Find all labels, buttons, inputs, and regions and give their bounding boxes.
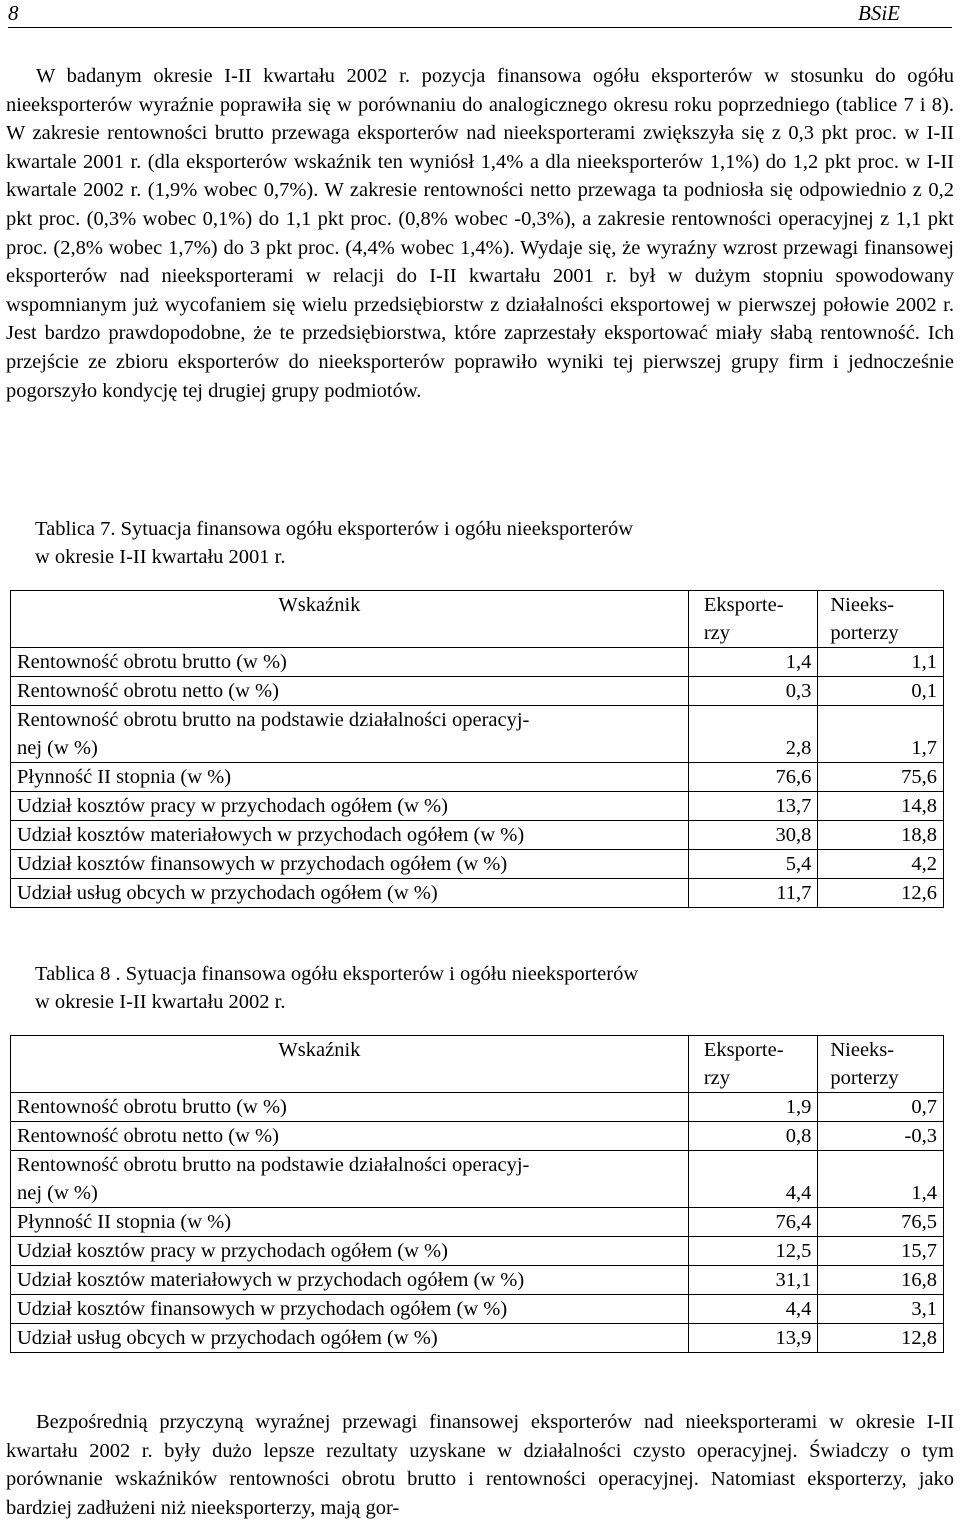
- table-row: [11, 792, 944, 821]
- row-label: Udział kosztów finansowych w przychodach ogółem (w %): [11, 850, 689, 879]
- paragraph-2: [6, 1408, 954, 1522]
- exporters-value: 1,9: [688, 1093, 818, 1122]
- table-row: [11, 1266, 944, 1295]
- header-exporters-line-2: rzy: [703, 1067, 731, 1089]
- nonexporters-value: 12,6: [818, 879, 944, 908]
- table-7: [10, 590, 944, 908]
- nonexporters-value: 14,8: [818, 792, 944, 821]
- table-row: [11, 850, 944, 879]
- table-row: [11, 1237, 944, 1266]
- header-rule: [8, 27, 952, 28]
- header-nonexporters: [818, 1036, 944, 1093]
- header-exporters-line-1: Eksporte-: [703, 1039, 784, 1061]
- row-label-line-2: nej (w %): [17, 1182, 98, 1204]
- nonexporters-value: 0,1: [818, 677, 944, 706]
- exporters-value: 2,8: [688, 706, 818, 763]
- nonexporters-value: 0,7: [818, 1093, 944, 1122]
- row-label: Rentowność obrotu brutto (w %): [11, 1093, 689, 1122]
- paragraph-2-text: Bezpośrednią przyczyną wyraźnej przewagi finansowej eksporterów nad nieeksporterami w okresie I-II kwartału 2002 r. były dużo lepsze rezultaty uzyskane w działalności czysto operacyjnej. Świadczy o tym porównanie wskaźników rentowności obrotu brutto i rentowności operacyjnej. Natomiast eksporterzy, jako bardziej zadłużeni niż nieeksporterzy, mają gor-: [6, 1411, 954, 1519]
- table-8: [10, 1035, 944, 1353]
- row-label: Udział kosztów materiałowych w przychodach ogółem (w %): [11, 1266, 689, 1295]
- table-row: [11, 648, 944, 677]
- row-label-line-2: nej (w %): [17, 737, 98, 759]
- table-8-header-row: [11, 1036, 944, 1093]
- exporters-value: 5,4: [688, 850, 818, 879]
- exporters-value: 0,3: [688, 677, 818, 706]
- exporters-value: 11,7: [688, 879, 818, 908]
- row-label: Udział usług obcych w przychodach ogółem (w %): [11, 879, 689, 908]
- paragraph-1-text: W badanym okresie I-II kwartału 2002 r. pozycja finansowa ogółu eksporterów w stosunku do ogółu nieeksporterów wyraźnie poprawiła się w porównaniu do analogicznego okresu roku poprzedniego (tablice 7 i 8). W zakresie rentowności brutto przewaga eksporterów nad nieeksporterami zwiększyła się z 0,3 pkt proc. w I-II kwartale 2001 r. (dla eksporterów wskaźnik ten wyniósł 1,4% a dla nieeksporterów 1,1%) do 1,2 pkt proc. w I-II kwartale 2002 r. (1,9% wobec 0,7%). W zakresie rentowności netto przewaga ta podniosła się odpowiednio z 0,2 pkt proc. (0,3% wobec 0,1%) do 1,1 pkt proc. (0,8% wobec -0,3%), a zakresie rentowności operacyjnej z 1,1 pkt proc. (2,8% wobec 1,7%) do 3 pkt proc. (4,4% wobec 1,4%). Wydaje się, że wyraźny wzrost przewagi finansowej eksporterów nad nieeksporterami w relacji do I-II kwartału 2001 r. był w dużym stopniu spowodowany wspomnianym już wycofaniem się wielu przedsiębiorstw z działalności eksportowej w pierwszej połowie 2002 r. Jest bardzo prawdopodobne, że te przedsiębiorstwa, które zaprzestały eksportować miały słabą rentowność. Ich przejście ze zbioru eksporterów do nieeksporterów poprawiło wyniki tej pierwszej grupy firm i jednocześnie pogorszyło kondycję tej drugiej grupy podmiotów.: [6, 65, 954, 402]
- header-indicator: Wskaźnik: [11, 591, 689, 648]
- row-label: Płynność II stopnia (w %): [11, 763, 689, 792]
- nonexporters-value: 1,1: [818, 648, 944, 677]
- exporters-value: 76,4: [688, 1208, 818, 1237]
- page-header: [8, 0, 952, 28]
- exporters-value: 0,8: [688, 1122, 818, 1151]
- table-row: [11, 677, 944, 706]
- table-7-caption-line-1: Tablica 7. Sytuacja finansowa ogółu eksporterów i ogółu nieeksporterów: [35, 518, 634, 540]
- row-label-line-1: Rentowność obrotu brutto na podstawie działalności operacyj-: [17, 709, 530, 731]
- row-label: Udział kosztów finansowych w przychodach ogółem (w %): [11, 1295, 689, 1324]
- table-row: [11, 1093, 944, 1122]
- header-exporters: [688, 591, 818, 648]
- exporters-value: 31,1: [688, 1266, 818, 1295]
- table-row: [11, 763, 944, 792]
- header-exporters: [688, 1036, 818, 1093]
- row-label: Udział kosztów materiałowych w przychodach ogółem (w %): [11, 821, 689, 850]
- table-row: [11, 821, 944, 850]
- paragraph-1: [6, 62, 954, 405]
- exporters-value: 13,9: [688, 1324, 818, 1353]
- exporters-value: 30,8: [688, 821, 818, 850]
- table-7-caption: [35, 515, 633, 571]
- table-8-caption: [35, 960, 638, 1016]
- row-label: [11, 706, 689, 763]
- exporters-value: 13,7: [688, 792, 818, 821]
- table-row: [11, 1151, 944, 1208]
- nonexporters-value: -0,3: [818, 1122, 944, 1151]
- table-8-caption-line-2: w okresie I-II kwartału 2002 r.: [35, 991, 286, 1013]
- header-nonexporters-line-1: Nieeks-: [830, 594, 895, 616]
- header-indicator: Wskaźnik: [11, 1036, 689, 1093]
- row-label: Udział kosztów pracy w przychodach ogółem (w %): [11, 792, 689, 821]
- header-nonexporters: [818, 591, 944, 648]
- nonexporters-value: 15,7: [818, 1237, 944, 1266]
- exporters-value: 4,4: [688, 1151, 818, 1208]
- table-7-caption-line-2: w okresie I-II kwartału 2001 r.: [35, 546, 286, 568]
- table-row: [11, 879, 944, 908]
- table-7-header-row: [11, 591, 944, 648]
- row-label: Udział usług obcych w przychodach ogółem (w %): [11, 1324, 689, 1353]
- table-row: [11, 1295, 944, 1324]
- header-nonexporters-line-2: porterzy: [830, 622, 899, 644]
- header-nonexporters-line-2: porterzy: [830, 1067, 899, 1089]
- exporters-value: 1,4: [688, 648, 818, 677]
- nonexporters-value: 1,7: [818, 706, 944, 763]
- row-label: [11, 1151, 689, 1208]
- page-number: 8: [8, 1, 19, 25]
- table-row: [11, 706, 944, 763]
- table-row: [11, 1324, 944, 1353]
- row-label: Płynność II stopnia (w %): [11, 1208, 689, 1237]
- nonexporters-value: 18,8: [818, 821, 944, 850]
- table-row: [11, 1208, 944, 1237]
- row-label: Udział kosztów pracy w przychodach ogółem (w %): [11, 1237, 689, 1266]
- nonexporters-value: 16,8: [818, 1266, 944, 1295]
- nonexporters-value: 76,5: [818, 1208, 944, 1237]
- nonexporters-value: 1,4: [818, 1151, 944, 1208]
- row-label: Rentowność obrotu netto (w %): [11, 677, 689, 706]
- nonexporters-value: 3,1: [818, 1295, 944, 1324]
- nonexporters-value: 12,8: [818, 1324, 944, 1353]
- exporters-value: 4,4: [688, 1295, 818, 1324]
- row-label-line-1: Rentowność obrotu brutto na podstawie działalności operacyj-: [17, 1154, 530, 1176]
- header-nonexporters-line-1: Nieeks-: [830, 1039, 895, 1061]
- header-exporters-line-2: rzy: [703, 622, 731, 644]
- exporters-value: 76,6: [688, 763, 818, 792]
- exporters-value: 12,5: [688, 1237, 818, 1266]
- nonexporters-value: 4,2: [818, 850, 944, 879]
- journal-title: BSiE: [858, 1, 900, 25]
- row-label: Rentowność obrotu brutto (w %): [11, 648, 689, 677]
- nonexporters-value: 75,6: [818, 763, 944, 792]
- row-label: Rentowność obrotu netto (w %): [11, 1122, 689, 1151]
- table-8-caption-line-1: Tablica 8 . Sytuacja finansowa ogółu eksporterów i ogółu nieeksporterów: [35, 963, 639, 985]
- table-row: [11, 1122, 944, 1151]
- header-exporters-line-1: Eksporte-: [703, 594, 784, 616]
